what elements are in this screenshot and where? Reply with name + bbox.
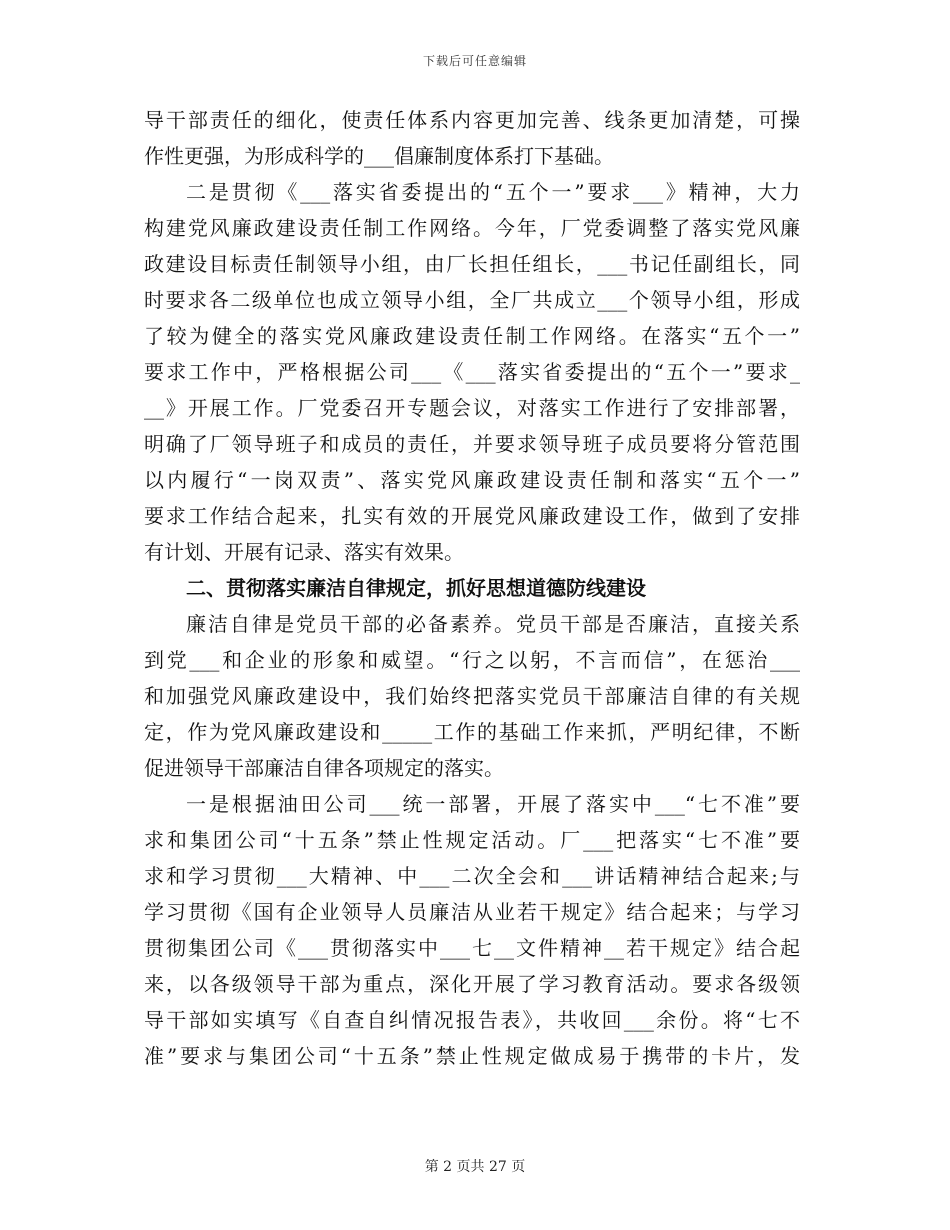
paragraph-line: 以内履行“一岗双责”、落实党风廉政建设责任制和落实“五个一”: [144, 468, 800, 492]
paragraph-line: 学习贯彻《国有企业领导人员廉洁从业若干规定》结合起来；与学习: [144, 900, 800, 924]
paragraph-line: 要求工作结合起来，扎实有效的开展党风廉政建设工作，做到了安排: [144, 504, 800, 528]
paragraph-line: 明确了厂领导班子和成员的责任，并要求领导班子成员要将分管范围: [144, 432, 800, 456]
paragraph-line: 促进领导干部廉洁自律各项规定的落实。: [144, 756, 504, 780]
paragraph-line: 二是贯彻《___落实省委提出的“五个一”要求___》精神，大力: [186, 180, 800, 204]
paragraph-line: 廉洁自律是党员干部的必备素养。党员干部是否廉洁，直接关系: [186, 612, 800, 636]
paragraph-line: 准”要求与集团公司“十五条”禁止性规定做成易于携带的卡片，发: [144, 1044, 800, 1068]
paragraph-line: 了较为健全的落实党风廉政建设责任制工作网络。在落实“五个一”: [144, 324, 800, 348]
paragraph-line: 政建设目标责任制领导小组，由厂长担任组长，___书记任副组长，同: [144, 252, 800, 276]
paragraph-line: 和加强党风廉政建设中，我们始终把落实党员干部廉洁自律的有关规: [144, 684, 800, 708]
paragraph-line: 要求工作中，严格根据公司___《___落实省委提出的“五个一”要求_: [144, 360, 800, 384]
paragraph-line: 贯彻集团公司《___贯彻落实中___七__文件精神__若干规定》结合起: [144, 936, 800, 960]
paragraph-line: 导干部如实填写《自查自纠情况报告表》，共收回___余份。将“七不: [144, 1008, 800, 1032]
document-body: [144, 102, 800, 1074]
paragraph-line: 作性更强，为形成科学的___倡廉制度体系打下基础。: [144, 144, 614, 168]
section-heading: 二、贯彻落实廉洁自律规定，抓好思想道德防线建设: [186, 576, 646, 600]
paragraph-line: __》开展工作。厂党委召开专题会议，对落实工作进行了安排部署，: [144, 396, 800, 420]
paragraph-line: 有计划、开展有记录、落实有效果。: [144, 540, 464, 564]
paragraph-line: 求和集团公司“十五条”禁止性规定活动。厂___把落实“七不准”要: [144, 828, 800, 852]
paragraph-line: 到党___和企业的形象和威望。“行之以躬，不言而信”，在惩治___: [144, 648, 800, 672]
paragraph-line: 定，作为党风廉政建设和_____工作的基础工作来抓，严明纪律，不断: [144, 720, 800, 744]
paragraph-line: 构建党风廉政建设责任制工作网络。今年，厂党委调整了落实党风廉: [144, 216, 800, 240]
paragraph-line: 来，以各级领导干部为重点，深化开展了学习教育活动。要求各级领: [144, 972, 800, 996]
page-header: 下载后可任意编辑: [422, 54, 527, 68]
paragraph-line: 求和学习贯彻___大精神、中___二次全会和___讲话精神结合起来;与: [144, 864, 800, 888]
paragraph-line: 导干部责任的细化，使责任体系内容更加完善、线条更加清楚，可操: [144, 108, 800, 132]
paragraph-line: 时要求各二级单位也成立领导小组，全厂共成立___个领导小组，形成: [144, 288, 800, 312]
page-footer: 第 2 页共 27 页: [424, 1159, 526, 1175]
paragraph-line: 一是根据油田公司___统一部署，开展了落实中___“七不准”要: [186, 792, 800, 816]
